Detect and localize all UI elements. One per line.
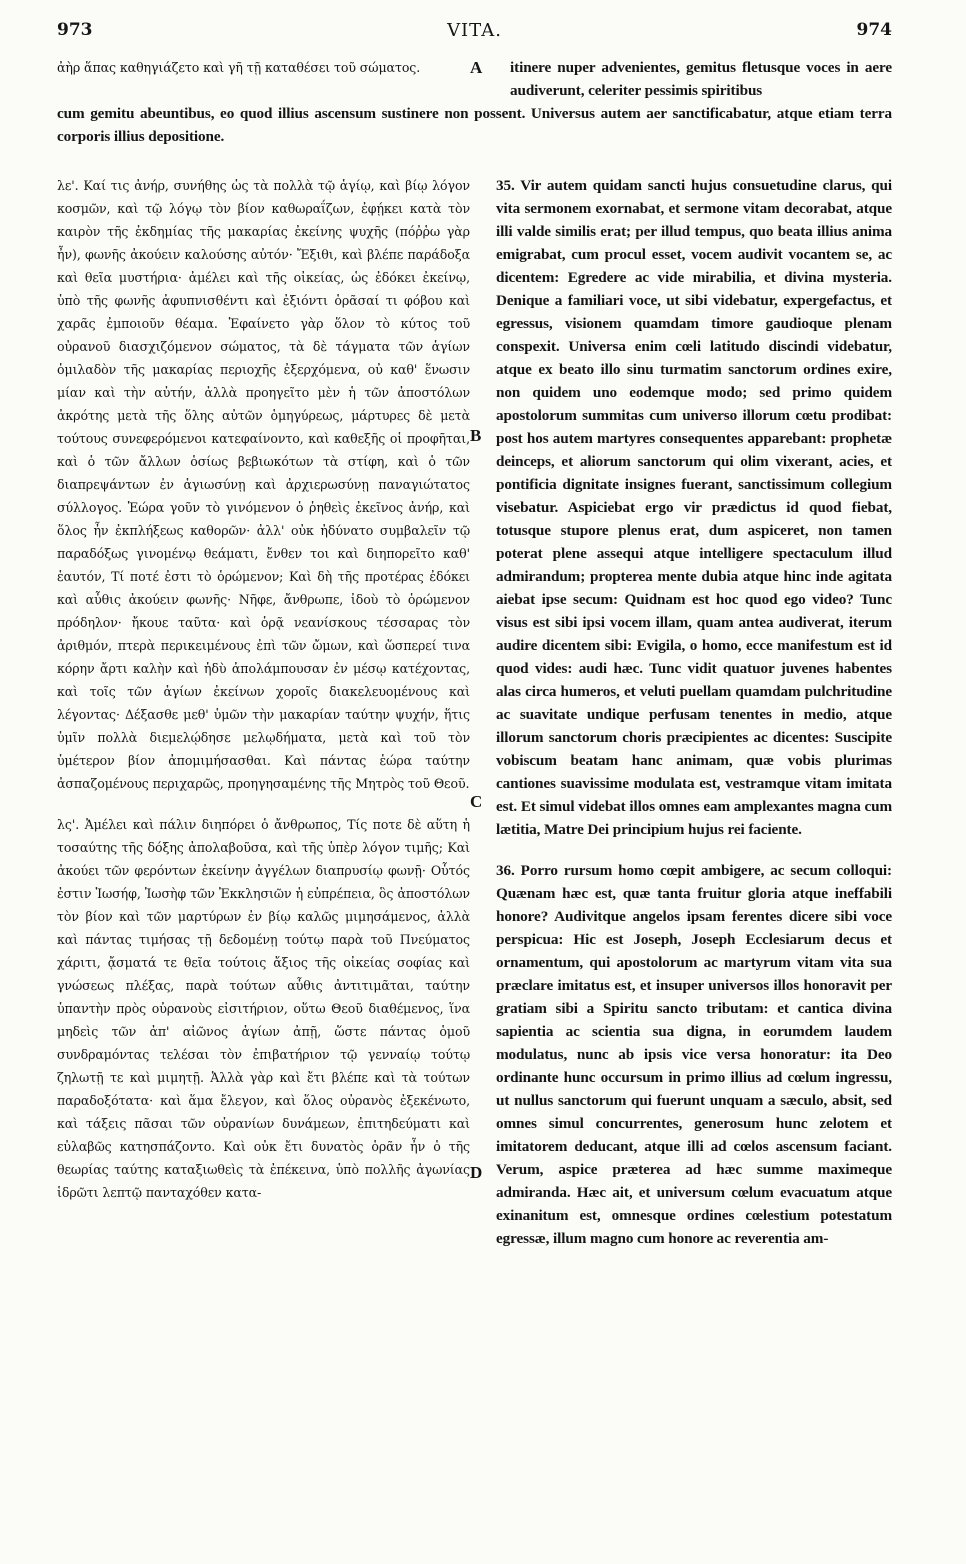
greek-column [57,174,470,1564]
greek-continuation [57,56,467,102]
margin-letter-c: C [470,792,483,811]
right-column-number: 974 [856,20,892,40]
greek-continuation-text: ἀὴρ ἅπας καθηγιάζετο καὶ γῆ τῇ καταθέσει τοῦ σώματος. [57,60,421,75]
greek-paragraph-36: λς'. Ἀμέλει καὶ πάλιν διηπόρει ὁ ἄνθρωπος, Τίς ποτε δὲ αὕτη ἡ τοσαύτης τῆς δόξης ἀπολαβοῦσα, καὶ τῆς ὑπὲρ λόγον τιμῆς; Καὶ ἀκούει τῶν φερόντων ἐκείνην ἀγγέλων διαπρυσίῳ φωνῇ· Οὗτός ἐστιν Ἰωσήφ, Ἰωσὴφ τῶν Ἐκκλησιῶν ἡ εὐπρέπεια, ὃς ἀποστόλων τὸν βίον καὶ τῶν μαρτύρων ἐν βίῳ καλῶς μιμησάμενος, ἀλλὰ καὶ πάντας τιμήσας τῇ δεδομένῃ τούτῳ παρὰ τοῦ Πνεύματος χάριτι, ᾄσματά τε θεῖα τούτοις ἄξιος τῆς οἰκείας σοφίας καὶ γνώσεως πλέξας, παρὰ τούτων αὖθις ἀντιτιμᾶται, ταύτην ὑπαντὴν πρὸς οὐρανοὺς εἰσιτήριον, οὕτω Θεοῦ διαθέμενος, ἵνα μηδεὶς τῶν ἀπ' αἰῶνος ἁγίων ἀπῇ, ὥστε πάντας ὁμοῦ συνδραμόντας τελέσαι τὸν ἐπιβατήριον τῷ γενναίῳ τούτῳ ζηλωτῇ τε καὶ μιμητῇ. Ἀλλὰ γὰρ καὶ ἔτι βλέπε καὶ τὰ τούτων παραδοξότατα· καὶ ἅμα ἔλεγον, καὶ ὅλος οὐρανὸς ἐξεκένωτο, καὶ τάξεις πᾶσαι τῶν οὐρανίων δυνάμεων, ἐπιτηδεύματι καὶ εὐλαβῶς κατησπάζοντο. Καὶ οὐκ ἔτι δυνατὸς ὁρᾶν ἦν ὁ τῆς θεωρίας ταύτης καταξιωθεὶς τὰ ἐπέκεινα, ὑπὸ πολλῆς ἀγωνίας ἱδρῶτι λεπτῷ πανταχόθεν κατα- [57,817,470,1200]
full-width-latin [57,102,892,170]
latin-paragraph-36: 36. Porro rursum homo cœpit ambigere, ac secum colloqui: Quænam hæc est, quæ tanta fruitur gloria atque ineffabili honore? Audivitque angelos ipsam ferentes dicere sibi voce perspicua: Hic est Joseph, Joseph Ecclesiarum decus et ornamentum, qui apostolorum ac martyrum vitam vita sua præclare imitatus est, et insuper universos illos honoravit per gratiam sibi a Spiritu sancto tributam: et cantica divina sapientia ac scientia sua digna, in eorumdem laudem modulatus, nunc ab ipsis vice versa honoratur: ita Deo ordinante hunc occursum in primo illius ad cœlum ingressu, ut nullus sanctorum qui fuerunt unquam a sæculo, absit, sed omnes simul concurrentes, generosum hunc zelotem et imitatorem deducant, atque illi ad cœlos ascensum faciant. Verum, aspice præterea ad hæc summe maximeque admiranda. Hæc ait, et universum cœlum evacuatum atque exinanitum est, omnesque ordines cœlestium potestatum egressæ, illum magno cum honore ac reverentia am- [496,862,892,1247]
margin-letter-b: B [470,426,482,445]
page-header [57,18,892,48]
latin-column [496,174,892,1564]
running-title: VITA. [447,20,502,41]
latin-paragraph-35: 35. Vir autem quidam sancti hujus consuetudine clarus, qui vita sermonem exornabat, et sermone vitam decorabat, atque illi valde similis erat; per illud tempus, quo beata illius anima emigrabat, cum procul esset, vocem audivit vocantem se, ac dicentem: Egredere ac vide mirabilia, et divina mysteria. Denique a familiari voce, ut sibi videbatur, expergefactus, et egressus, visionem quamdam timore gaudioque plenam conspexit. Universa enim cœli latitudo discindi videbatur, atque ex beato illo sinu turmatim sanctorum ordines exire, non quidem uno eodemque modo; sed primo quidem apostolorum summitas cum universo illorum cœtu prodibat: post hos autem martyres consequentes apparebant: prophetæ deinceps, et aliorum sanctorum qui olim vixerant, acies, et pontificia dignitate insignes fuerant, sanctissimum collegium visebatur. Aspiciebat ergo vir prædictus id quod fiebat, totusque stupore plenus erat, dum aspiceret, non tamen poterat plene assequi atque intelligere spectaculum illud admirandum; propterea mente dubia atque hinc inde agitata aiebat ipse secum: Quidnam est hoc quod ego video? Tunc visus est sibi ipsi vocem illam, quam antea audiverat, iterum audire dicentem sibi: Evigila, o homo, ecce manifestum est id quod vides: audi hæc. Tunc vidit quatuor juvenes habentes alas circa humeros, et veluti puellam quamdam pulchritudine ac suavitate undique perfusam tenentes in medio, atque illorum sanctorum choris præcipientes ac dicentes: Suscipite vobiscum beatam hanc animam, quæ vobis plurimas cantiones suavissime modulata est, vestramque vitam imitata est. Et simul videbat illos omnes eam amplexantes magna cum lætitia, Matre Dei principium hujus rei faciente. [496,177,892,838]
full-width-latin-text: cum gemitu abeuntibus, eo quod illius ascensum sustinere non possent. Universus autem aer sanctificabatur, atque etiam terra corporis illius depositione. [57,105,892,145]
margin-letter-a: A [470,58,483,77]
margin-letter-d: D [470,1163,483,1182]
greek-paragraph-35: λε'. Καί τις ἀνήρ, συνήθης ὡς τὰ πολλὰ τῷ ἁγίῳ, καὶ βίῳ λόγον κοσμῶν, καὶ τῷ λόγῳ τὸν βίον καθωραΐζων, ἐφῄκει κατὰ τὸν καιρὸν τῆς ἐκδημίας τῆς μακαρίας ἐκείνης ψυχῆς (πόῤῥω γὰρ ἦν), φωνῆς ἀκούειν καλούσης αὐτόν· Ἔξιθι, καὶ βλέπε παράδοξα καὶ θεῖα μυστήρια· ἀμέλει καὶ τῆς οἰκείας, ὡς ἐδόκει ἐκείνῳ, ὑπὸ τῆς φωνῆς ἀφυπνισθέντι καὶ ἐξιόντι ὁρᾶσαί τι φόβου καὶ χαρᾶς ἐμποιοῦν θέαμα. Ἐφαίνετο γὰρ ὅλον τὸ κύτος τοῦ οὐρανοῦ διασχιζόμενον σώματος, τὰ δὲ τάγματα τῶν ἁγίων ὁμιλαδὸν τῆς μακαρίας περιοχῆς ἐξερχόμενα, οὐ καθ' ἕνωσιν μίαν καὶ τὴν αὐτήν, ἀλλὰ προηγεῖτο μὲν ἡ τῶν ἀποστόλων ἀκρότης μετὰ τῆς ὅλης αὐτῶν ὁμηγύρεως, μάρτυρες δὲ μετὰ τούτους συνεφερόμενοι κατεφαίνοντο, καὶ καθεξῆς οἱ προφῆται, καὶ ὁ τῶν ἄλλων ὁσίως βεβιωκότων τὰ στίφη, καὶ ὁ τῶν διαπρεψάντων ἐν ἁγιωσύνῃ καὶ ἀρχιερωσύνῃ παναγιώτατος σύλλογος. Ἑώρα γοῦν τὸ γινόμενον ὁ ῥηθεὶς ἐκεῖνος ἀνήρ, καὶ ὅλος ἦν ἐκπλήξεως καθορῶν· ἀλλ' οὐκ ἠδύνατο συμβαλεῖν τῷ παραδόξως γινομένῳ θεάματι, ἔνθεν τοι καὶ διηπορεῖτο καθ' ἑαυτόν, Τί ποτέ ἐστι τὸ ὁρώμενον; Καὶ δὴ τῆς προτέρας ἐδόκει καὶ αὖθις ἀκούειν φωνῆς· Νῆφε, ἄνθρωπε, ἰδοὺ τὸ ὁρώμενον πρόδηλον· ἤκουε ταῦτα· καὶ ὁρᾷ νεανίσκους τέσσαρας τὸν ἀριθμόν, πτερὰ περικειμένους ἐπὶ τῶν ὤμων, καὶ ὥσπερεί τινα κόρην ἄρτι καλὴν καὶ ἡδὺ ἀπολάμπουσαν ἐν μέσῳ κατέχοντας, καὶ τοῖς τῶν ἁγίων ἐκείνων χοροῖς διακελευομένους καὶ λέγοντας· Δέξασθε μεθ' ὑμῶν τὴν μακαρίαν ταύτην ψυχήν, ἥτις ὑμῖν πολλὰ διεμελῴδησε μελῳδήματα, μετὰ καὶ τοῦ τὸν ὑμέτερον βίον ἀπομιμήσασθαι. Καὶ πάντας ἑώρα ταύτην ἀσπαζομένους περιχαρῶς, προηγησαμένης τῆς Μητρὸς τοῦ Θεοῦ. [57,178,470,791]
left-column-number: 973 [57,20,93,40]
latin-continuation [510,56,892,102]
latin-continuation-text: itinere nuper advenientes, gemitus fletusque voces in aere audiverunt, celeriter pessimis spiritibus [510,59,892,99]
